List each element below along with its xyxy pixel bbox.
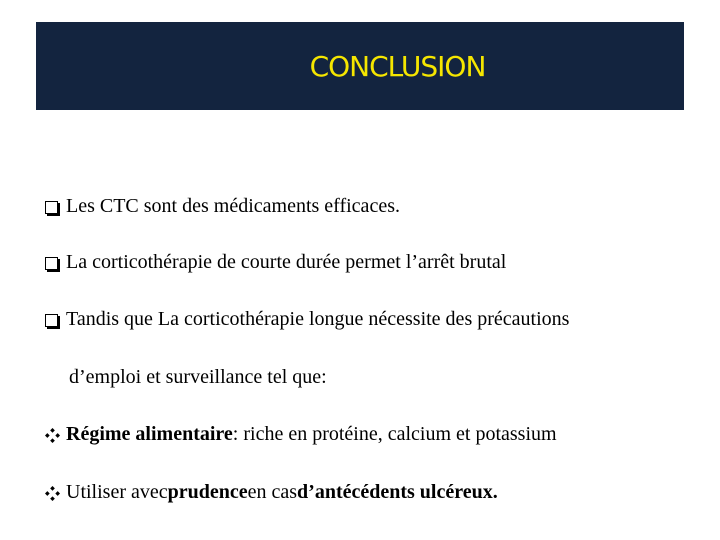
sub-bullet-1-bold: Régime alimentaire bbox=[66, 423, 233, 445]
sub-bullet-2-bold-2: d’antécédents ulcéreux. bbox=[297, 481, 498, 503]
sub-bullet-2-pre: Utiliser avec bbox=[66, 481, 168, 503]
sub-bullet-2-bold-1: prudence bbox=[167, 481, 248, 503]
diamond-bullet-icon bbox=[45, 428, 60, 443]
bullet-text-3-cont: d’emploi et surveillance tel que: bbox=[69, 366, 327, 388]
bullet-text-3: Tandis que La corticothérapie longue nécessite des précautions bbox=[66, 308, 570, 330]
bullet-item-1 bbox=[45, 195, 400, 218]
square-bullet-icon bbox=[45, 201, 58, 214]
sub-bullet-1-rest: : riche en protéine, calcium et potassium bbox=[232, 423, 557, 445]
sub-bullet-item-2 bbox=[45, 481, 498, 504]
square-bullet-icon bbox=[45, 314, 58, 327]
sub-bullet-2-mid: en cas bbox=[247, 481, 298, 503]
bullet-text-2: La corticothérapie de courte durée permet l’arrêt brutal bbox=[66, 251, 507, 273]
bullet-item-2 bbox=[45, 251, 506, 274]
title-banner bbox=[36, 22, 684, 110]
bullet-item-3-continuation bbox=[69, 366, 327, 389]
square-bullet-icon bbox=[45, 257, 58, 270]
sub-bullet-item-1 bbox=[45, 423, 557, 446]
bullet-item-3 bbox=[45, 308, 569, 331]
bullet-text-1: Les CTC sont des médicaments efficaces. bbox=[66, 195, 400, 217]
slide-title: CONCLUSION bbox=[309, 49, 486, 83]
diamond-bullet-icon bbox=[45, 486, 60, 501]
